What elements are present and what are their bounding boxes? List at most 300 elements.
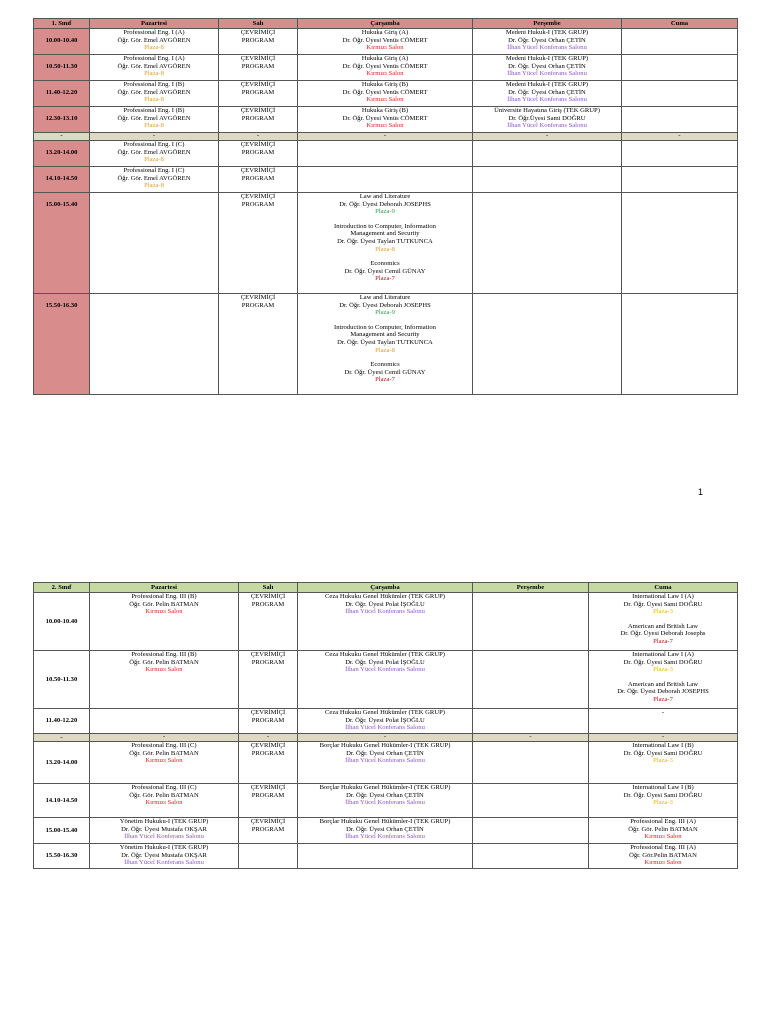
course-line: Dr. Öğr. Üyesi Orhan ÇETİN <box>346 825 424 833</box>
time-slot: 13.20-14.00 <box>34 742 90 784</box>
course-entry <box>299 107 471 130</box>
course-entry <box>240 593 296 608</box>
schedule-cell <box>239 593 298 651</box>
schedule-cell <box>298 818 473 844</box>
schedule-cell <box>239 818 298 844</box>
course-entry <box>590 784 736 807</box>
course-line: Economics <box>370 361 400 369</box>
room-label: Plaza-8 <box>144 70 164 78</box>
schedule-cell: - <box>90 734 239 742</box>
room-label: İlhan Yücel Konferans Salonu <box>124 859 204 867</box>
course-line: Dr. Öğr. Üyesi Orhan ÇETİN <box>346 791 424 799</box>
course-entry <box>299 709 471 732</box>
course-line: PROGRAM <box>241 114 275 122</box>
course-entry <box>590 681 736 704</box>
room-label: İlhan Yücel Konferans Salonu <box>345 799 425 807</box>
time-slot-row <box>34 294 738 395</box>
schedule-cell <box>473 651 589 709</box>
course-line: ÇEVRİMİÇİ <box>240 29 276 36</box>
time-slot-row <box>34 193 738 294</box>
time-slot-row <box>34 141 738 167</box>
schedule-cell <box>219 29 298 55</box>
schedule-cell <box>298 709 473 734</box>
course-entry <box>91 742 237 765</box>
schedule-cell <box>219 193 298 294</box>
course-line: Professional Eng. III (A) <box>630 818 696 825</box>
course-line: Dr. Öğr. Üyesi Sami DOĞRU <box>623 749 703 757</box>
course-entry <box>91 81 217 104</box>
time-slot: 14.10-14.50 <box>34 167 90 193</box>
schedule-cell <box>589 709 738 734</box>
schedule-cell <box>473 844 589 869</box>
course-entry <box>299 29 471 52</box>
course-line: ÇEVRİMİÇİ <box>240 167 276 174</box>
course-line: ÇEVRİMİÇİ <box>250 742 286 749</box>
schedule-cell <box>622 107 738 133</box>
course-entry <box>91 784 237 807</box>
course-line: ÇEVRİMİÇİ <box>240 193 276 200</box>
course-line: International Law I (A) <box>632 593 694 600</box>
course-entry <box>220 141 296 156</box>
schedule-cell: - <box>589 734 738 742</box>
schedule-cell <box>298 294 473 395</box>
course-line: Professional Eng. I (A) <box>123 29 185 36</box>
room-label: Plaza-8 <box>375 245 395 253</box>
course-line: Dr. Öğr.Üyesi Sami DOĞRU <box>508 114 586 122</box>
schedule-cell <box>239 784 298 818</box>
course-line: Öğr. Gör. Pelin BATMAN <box>129 749 199 757</box>
course-entry <box>590 623 736 646</box>
course-entry <box>299 81 471 104</box>
schedule-cell <box>622 294 738 395</box>
schedule-cell: - <box>239 734 298 742</box>
course-line: Dr. Öğr. Üyesi Sami DOĞRU <box>623 791 703 799</box>
course-line: Borçlar Hukuku Genel Hükümler-I (TEK GRUP) <box>319 818 451 825</box>
course-line: Hukuka Giriş (A) <box>361 55 409 62</box>
schedule-cell <box>219 81 298 107</box>
schedule-cell <box>298 193 473 294</box>
course-line: PROGRAM <box>241 148 275 156</box>
schedule-cell <box>90 167 219 193</box>
schedule-cell <box>219 141 298 167</box>
schedule-cell <box>90 709 239 734</box>
room-label: Plaza-8 <box>144 122 164 130</box>
room-label: Kırmızı Salon <box>145 608 183 616</box>
course-line: PROGRAM <box>251 825 285 833</box>
course-line: Law and Literature <box>359 193 411 200</box>
room-label: Plaza-8 <box>144 156 164 164</box>
schedule-cell <box>90 81 219 107</box>
course-line: Dr. Öğr. Üyesi Deborah JOSEPHS <box>339 200 431 208</box>
course-line: Öğr. Gör. Pelin BATMAN <box>129 600 199 608</box>
schedule-cell: - <box>219 133 298 141</box>
course-line: PROGRAM <box>241 88 275 96</box>
course-entry <box>299 593 471 616</box>
schedule-cell <box>298 29 473 55</box>
course-entry <box>299 651 471 674</box>
course-line: Professional Eng. I (C) <box>123 167 185 174</box>
schedule-cell <box>298 651 473 709</box>
schedule-cell <box>473 742 589 784</box>
schedule-cell <box>589 818 738 844</box>
course-line: Borçlar Hukuku Genel Hükümler-I (TEK GRUP) <box>319 742 451 749</box>
schedule-cell <box>90 593 239 651</box>
course-entry <box>220 193 296 208</box>
time-slot-row <box>34 29 738 55</box>
course-entry <box>240 651 296 666</box>
course-line: Dr. Öğr. Üyesi Polat İŞOĞLU <box>345 600 425 608</box>
course-line: American and British Law <box>627 680 699 688</box>
break-row <box>34 133 738 141</box>
room-label: İlhan Yücel Konferans Salonu <box>345 608 425 616</box>
course-line: Management and Security <box>350 331 420 339</box>
schedule-cell <box>90 742 239 784</box>
course-line: Economics <box>370 260 400 268</box>
course-line: Medeni Hukuk-I (TEK GRUP) <box>505 81 589 88</box>
course-line: Borçlar Hukuku Genel Hükümler-I (TEK GRUP) <box>319 784 451 791</box>
room-label: İlhan Yücel Konferans Salonu <box>507 70 587 78</box>
course-line: Dr. Öğr. Üyesi Venüs CÖMERT <box>342 62 428 70</box>
course-entry <box>299 784 471 807</box>
time-slot: - <box>34 133 90 141</box>
course-line: ÇEVRİMİÇİ <box>250 784 286 791</box>
course-line: Dr. Öğr. Üyesi Venüs CÖMERT <box>342 114 428 122</box>
time-slot: 10.00-10.40 <box>34 29 90 55</box>
time-slot-row <box>34 593 738 651</box>
course-line: Medeni Hukuk-I (TEK GRUP) <box>505 29 589 36</box>
course-line: Dr. Öğr. Üyesi Orhan ÇETİN <box>508 62 586 70</box>
schedule-cell <box>473 29 622 55</box>
schedule-cell <box>90 844 239 869</box>
course-line: Dr. Öğr. Üyesi Polat İŞOĞLU <box>345 658 425 666</box>
room-label: İlhan Yücel Konferans Salonu <box>345 666 425 674</box>
time-slot: 13.20-14.00 <box>34 141 90 167</box>
course-entry <box>590 651 736 674</box>
schedule-cell <box>239 651 298 709</box>
room-label: İlhan Yücel Konferans Salonu <box>345 833 425 841</box>
time-slot-row <box>34 844 738 869</box>
course-line: Öğr. Gör. Emel AVGÖREN <box>117 62 191 70</box>
time-slot: 15.00-15.40 <box>34 193 90 294</box>
course-entry <box>474 29 620 52</box>
course-line: Hukuka Giriş (A) <box>361 29 409 36</box>
schedule-cell <box>90 193 219 294</box>
room-label: İlhan Yücel Konferans Salonu <box>345 757 425 765</box>
room-label: İlhan Yücel Konferans Salonu <box>507 96 587 104</box>
course-entry <box>220 29 296 44</box>
course-line: Dr. Öğr. Üyesi Taylan TUTKUNCA <box>337 338 433 346</box>
schedule-cell <box>473 193 622 294</box>
course-entry <box>299 818 471 841</box>
time-slot-row <box>34 818 738 844</box>
day-header: Pazartesi <box>90 19 219 29</box>
room-label: Plaza-7 <box>375 275 395 283</box>
course-line: ÇEVRİMİÇİ <box>250 593 286 600</box>
schedule-table-year-1 <box>33 18 738 395</box>
room-label: Plaza-9 <box>375 309 395 317</box>
course-entry <box>299 193 471 216</box>
room-label: Plaza-7 <box>653 695 673 703</box>
time-slot-row <box>34 709 738 734</box>
course-line: Dr. Öğr. Üyesi Cemil GÜNAY <box>344 267 426 275</box>
schedule-cell <box>622 141 738 167</box>
course-line: Professional Eng. III (B) <box>131 593 197 600</box>
day-header: Pazartesi <box>90 583 239 593</box>
room-label: Kırmızı Salon <box>366 122 404 130</box>
schedule-cell <box>589 742 738 784</box>
course-entry <box>240 742 296 757</box>
schedule-cell <box>589 593 738 651</box>
day-header: Çarşamba <box>298 583 473 593</box>
course-line: Dr. Öğr. Üyesi Deborah JOSEPHS <box>339 301 431 309</box>
schedule-cell <box>90 294 219 395</box>
room-label: Plaza-3 <box>653 608 673 616</box>
course-entry <box>220 55 296 70</box>
room-label: Plaza-8 <box>144 96 164 104</box>
course-entry <box>240 818 296 833</box>
course-entry <box>299 260 471 283</box>
schedule-cell: - <box>298 133 473 141</box>
course-line: International Law I (A) <box>632 651 694 658</box>
schedule-cell <box>622 81 738 107</box>
course-line: PROGRAM <box>241 62 275 70</box>
schedule-cell <box>219 167 298 193</box>
course-line: Ceza Hukuku Genel Hükümler (TEK GRUP) <box>325 709 445 716</box>
time-slot: 11.40-12.20 <box>34 709 90 734</box>
course-line: Öğr. Gör. Emel AVGÖREN <box>117 36 191 44</box>
room-label: İlhan Yücel Konferans Salonu <box>507 122 587 130</box>
day-header: Çarşamba <box>298 19 473 29</box>
room-label: İlhan Yücel Konferans Salonu <box>345 724 425 732</box>
time-slot-row <box>34 107 738 133</box>
time-slot: 15.00-15.40 <box>34 818 90 844</box>
course-line: Introduction to Computer, Information <box>334 222 436 230</box>
schedule-cell: - <box>622 133 738 141</box>
time-slot-row <box>34 784 738 818</box>
schedule-cell <box>298 81 473 107</box>
course-line: Professional Eng. III (C) <box>131 784 197 791</box>
class-year-header: 1. Sınıf <box>34 19 90 29</box>
room-label: İlhan Yücel Konferans Salonu <box>124 833 204 841</box>
course-line: Öğr. Gör. Emel AVGÖREN <box>117 114 191 122</box>
room-label: Kırmızı Salon <box>366 96 404 104</box>
course-line: ÇEVRİMİÇİ <box>250 709 286 716</box>
course-line: Hukuka Giriş (B) <box>361 81 409 88</box>
time-slot: 11.40-12.20 <box>34 81 90 107</box>
page-number: 1 <box>698 487 704 497</box>
room-label: Kırmızı Salon <box>145 666 183 674</box>
course-line: Dr. Öğr. Üyesi Orhan ÇETİN <box>508 36 586 44</box>
schedule-cell <box>90 651 239 709</box>
course-line: Medeni Hukuk-I (TEK GRUP) <box>505 55 589 62</box>
course-line: Ceza Hukuku Genel Hükümler (TEK GRUP) <box>325 593 445 600</box>
schedule-cell <box>622 167 738 193</box>
schedule-cell <box>219 294 298 395</box>
schedule-cell <box>589 844 738 869</box>
course-entry <box>91 818 237 841</box>
course-line: Professional Eng. III (A) <box>630 844 696 851</box>
course-line: Dr. Öğr. Üyesi Orhan ÇETİN <box>508 88 586 96</box>
room-label: Plaza-8 <box>144 44 164 52</box>
room-label: İlhan Yücel Konferans Salonu <box>507 44 587 52</box>
class-year-header: 2. Sınıf <box>34 583 90 593</box>
time-slot: 10.50-11.30 <box>34 55 90 81</box>
course-entry <box>474 107 620 130</box>
schedule-cell <box>473 55 622 81</box>
time-slot: 10.50-11.30 <box>34 651 90 709</box>
course-entry <box>91 55 217 78</box>
room-label: Plaza-3 <box>653 666 673 674</box>
course-line: ÇEVRİMİÇİ <box>240 107 276 114</box>
schedule-table-year-2 <box>33 582 738 869</box>
day-header: Salı <box>219 19 298 29</box>
schedule-cell: - <box>473 133 622 141</box>
room-label: Plaza-7 <box>375 376 395 384</box>
course-entry <box>590 709 736 717</box>
header-row <box>34 583 738 593</box>
time-slot-row <box>34 742 738 784</box>
time-slot-row <box>34 167 738 193</box>
schedule-cell <box>298 107 473 133</box>
course-entry <box>474 81 620 104</box>
course-entry <box>299 294 471 317</box>
course-line: ÇEVRİMİÇİ <box>250 651 286 658</box>
time-slot-row <box>34 81 738 107</box>
schedule-cell <box>298 742 473 784</box>
course-line: Professional Eng. III (C) <box>131 742 197 749</box>
course-entry <box>91 651 237 674</box>
course-entry <box>590 818 736 841</box>
course-line: PROGRAM <box>251 749 285 757</box>
schedule-cell <box>473 784 589 818</box>
course-line: Dr. Öğr. Üyesi Deborah Josephs <box>620 630 706 638</box>
course-entry <box>220 81 296 96</box>
course-entry <box>474 55 620 78</box>
schedule-cell <box>90 818 239 844</box>
course-entry <box>299 55 471 78</box>
course-entry <box>91 593 237 616</box>
schedule-cell: - <box>90 133 219 141</box>
course-entry <box>220 294 296 309</box>
room-label: Plaza-3 <box>653 799 673 807</box>
course-entry <box>590 844 736 867</box>
course-line: PROGRAM <box>241 174 275 182</box>
course-entry <box>299 742 471 765</box>
course-entry <box>299 361 471 384</box>
schedule-cell <box>622 29 738 55</box>
course-entry <box>91 29 217 52</box>
schedule-cell <box>90 784 239 818</box>
course-line: PROGRAM <box>241 36 275 44</box>
schedule-cell <box>622 55 738 81</box>
course-line: ÇEVRİMİÇİ <box>240 55 276 62</box>
room-label: Plaza-9 <box>375 208 395 216</box>
schedule-cell <box>473 709 589 734</box>
course-entry <box>240 709 296 724</box>
schedule-cell <box>298 167 473 193</box>
course-line: ÇEVRİMİÇİ <box>240 294 276 301</box>
course-line: Dr. Öğr. Üyesi Polat İŞOĞLU <box>345 716 425 724</box>
room-label: Kırmızı Salon <box>644 833 682 841</box>
course-line: PROGRAM <box>251 791 285 799</box>
schedule-cell <box>90 141 219 167</box>
course-entry <box>220 167 296 182</box>
course-entry <box>91 167 217 190</box>
room-label: Kırmızı Salon <box>145 799 183 807</box>
course-line: Dr. Öğr. Üyesi Sami DOĞRU <box>623 658 703 666</box>
schedule-cell <box>298 593 473 651</box>
time-slot: - <box>34 734 90 742</box>
course-line: Dr. Öğr. Üyesi Mustafa OKŞAR <box>121 851 207 859</box>
schedule-cell <box>298 55 473 81</box>
room-label: Kırmızı Salon <box>366 44 404 52</box>
course-line: Öğr. Gör.Pelin BATMAN <box>629 851 697 859</box>
course-entry <box>220 107 296 122</box>
room-label: Kırmızı Salon <box>145 757 183 765</box>
course-line: Öğr. Gör. Pelin BATMAN <box>129 658 199 666</box>
course-line: Öğr. Gör. Emel AVGÖREN <box>117 174 191 182</box>
course-line: ÇEVRİMİÇİ <box>240 81 276 88</box>
schedule-cell <box>90 29 219 55</box>
time-slot-row <box>34 55 738 81</box>
course-line: Yönetim Hukuku-I (TEK GRUP) <box>119 818 209 825</box>
schedule-cell <box>473 167 622 193</box>
schedule-cell <box>219 107 298 133</box>
course-line: Dr. Öğr. Üyesi Sami DOĞRU <box>623 600 703 608</box>
time-slot: 12.30-13.10 <box>34 107 90 133</box>
course-line: PROGRAM <box>241 301 275 309</box>
course-line: Hukuka Giriş (B) <box>361 107 409 114</box>
day-header: Cuma <box>622 19 738 29</box>
course-line: Öğr. Gör. Emel AVGÖREN <box>117 148 191 156</box>
schedule-cell <box>622 193 738 294</box>
time-slot: 14.10-14.50 <box>34 784 90 818</box>
course-line: Dr. Öğr. Üyesi Venüs CÖMERT <box>342 36 428 44</box>
schedule-cell <box>239 844 298 869</box>
room-label: Kırmızı Salon <box>644 859 682 867</box>
day-header: Perşembe <box>473 19 622 29</box>
course-line: ÇEVRİMİÇİ <box>250 818 286 825</box>
course-line: PROGRAM <box>251 600 285 608</box>
course-line: Dr. Öğr. Üyesi Cemil GÜNAY <box>344 368 426 376</box>
schedule-cell <box>589 651 738 709</box>
schedule-cell <box>298 844 473 869</box>
course-line: PROGRAM <box>241 200 275 208</box>
course-entry <box>91 141 217 164</box>
course-line: Law and Literature <box>359 294 411 301</box>
course-entry <box>240 784 296 799</box>
course-line: Dr. Öğr. Üyesi Mustafa OKŞAR <box>121 825 207 833</box>
course-line: International Law I (B) <box>632 742 694 749</box>
course-line: Dr. Öğr. Üyesi Taylan TUTKUNCA <box>337 237 433 245</box>
course-line: Ceza Hukuku Genel Hükümler (TEK GRUP) <box>325 651 445 658</box>
course-line: Introduction to Computer, Information <box>334 323 436 331</box>
break-row <box>34 734 738 742</box>
course-entry <box>91 844 237 867</box>
day-header: Cuma <box>589 583 738 593</box>
schedule-cell: - <box>473 734 589 742</box>
course-entry <box>299 324 471 354</box>
schedule-cell <box>473 593 589 651</box>
course-line: Öğr. Gör. Pelin BATMAN <box>129 791 199 799</box>
course-line: - <box>661 709 665 716</box>
course-line: Dr. Öğr. Üyesi Orhan ÇETİN <box>346 749 424 757</box>
schedule-cell: - <box>298 734 473 742</box>
course-line: Öğr. Gör. Emel AVGÖREN <box>117 88 191 96</box>
day-header: Perşembe <box>473 583 589 593</box>
schedule-cell <box>90 55 219 81</box>
schedule-cell <box>239 709 298 734</box>
